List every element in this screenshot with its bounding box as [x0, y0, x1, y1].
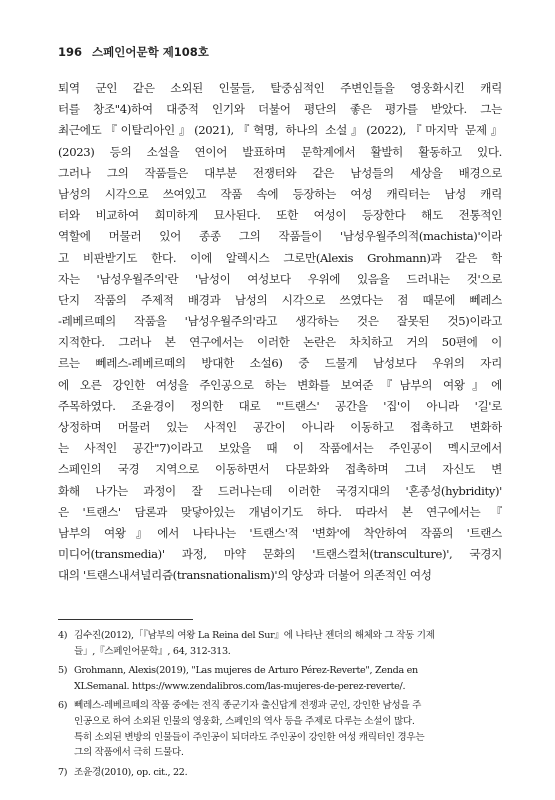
footnote	[58, 663, 502, 694]
footnote-number: 4)	[58, 630, 68, 641]
body-line: (2023) 등의 소설을 연이어 발표하며 문학계에서 활발히 활동하고 있다.	[58, 144, 502, 159]
body-line: 터와 비교하여 희미하게 묘사된다. 또한 여성이 등장한다 해도 전통적인	[58, 208, 502, 223]
footnote-line: XLSemanal. https://www.zendalibros.com/las-mujeres-de-perez-reverte/.	[74, 680, 406, 692]
body-line: 남성의 시각으로 쓰여있고 작품 속에 등장하는 여성 캐릭터는 남성 캐릭	[58, 186, 502, 201]
body-line: 자는 '남성우월주의'란 '남성이 여성보다 우위에 있음을 드러내는 것'으로	[58, 271, 502, 286]
footnote-line: 뻬레스-레베르떼의 작품 중에는 전직 종군기자 출신답게 전쟁과 군인, 강인한 남성을 주	[74, 700, 422, 712]
body-line: 르는 뻬레스-레베르떼의 방대한 소설6) 중 드물게 남성보다 우위의 자리	[58, 356, 502, 371]
footnote-divider	[58, 619, 193, 620]
footnote-line: 인공으로 하여 소외된 인물의 영웅화, 스페인의 역사 등을 주제로 다루는 소설이 많다.	[74, 715, 415, 727]
body-line: 그러나 그의 작품들은 대부분 전쟁터와 같은 남성들의 세상을 배경으로	[58, 165, 502, 180]
body-line: -레베르떼의 작품을 '남성우월주의'라고 생각하는 것은 잘못된 것5)이라고	[58, 314, 502, 329]
body-line: 퇴역 군인 같은 소외된 인물들, 탈중심적인 주변인들을 영웅화시킨 캐릭	[58, 81, 502, 95]
body-line: 남부의 여왕』에서 나타나는 '트랜스'적 '변화'에 착안하여 작품의 '트랜스	[58, 525, 502, 540]
body-line: 대의 '트랜스내셔널리즘(transnationalism)'의 양상과 더불어 의존적인 여성	[58, 568, 432, 583]
footnote-line: 그의 작품에서 극히 드물다.	[74, 747, 184, 759]
body-line: 화해 나가는 과정이 잘 드러나는데 이러한 국경지대의 '혼종성(hybridity)'	[58, 483, 502, 498]
body-line: 스페인의 국경 지역으로 이동하면서 다문화와 접촉하며 그녀 자신도 변	[58, 462, 502, 477]
body-line: 주목하였다. 조윤경이 정의한 대로 "'트랜스' 공간을 '집'이 아니라 '길'로	[58, 398, 502, 413]
body-line: 터를 창조"4)하여 대중적 인기와 더불어 평단의 좋은 평가를 받았다. 그는	[58, 102, 502, 117]
body-line: 상정하며 머물러 있는 사적인 공간이 아니라 이동하고 접촉하고 변화하	[58, 420, 502, 434]
footnotes	[58, 628, 502, 784]
body-line: 은 '트랜스' 담론과 맞닿아있는 개념이기도 하다. 따라서 본 연구에서는『	[58, 504, 502, 519]
body-line: 미디어(transmedia)' 과정, 마약 문화의 '트랜스컬처(transculture)', 국경지	[58, 547, 502, 562]
footnote	[58, 698, 502, 760]
body-text	[58, 78, 502, 587]
footnote	[58, 628, 502, 659]
body-line: 역할에 머물러 있어 종종 그의 작품들이 '남성우월주의적(machista)'이라	[58, 229, 502, 244]
page-number: 196	[58, 45, 83, 59]
journal-title: 스페인어문학 제108호	[92, 45, 209, 59]
footnote-number: 5)	[58, 665, 68, 677]
body-line: 는 사적인 공간"7)이라고 보았을 때 이 작품에서는 주인공이 멕시코에서	[58, 441, 502, 456]
footnote-line: 들」,『스페인어문학』, 64, 312-313.	[74, 645, 231, 657]
body-line: 단지 작품의 주제적 배경과 남성의 시각으로 쓰였다는 점 때문에 뻬레스	[58, 292, 502, 307]
body-line: 최근에도『이탈리아인』(2021),『혁명, 하나의 소설』(2022),『마지막 문제』	[58, 123, 502, 138]
footnote-line: 특히 소외된 변방의 인물들이 주인공이 되더라도 주인공이 강인한 여성 캐릭터인 경우는	[74, 731, 425, 743]
footnote-number: 7)	[58, 766, 68, 778]
running-header	[58, 44, 209, 60]
footnote-number: 6)	[58, 700, 68, 712]
body-line: 지적한다. 그러나 본 연구에서는 이러한 논란은 차치하고 거의 50편에 이	[58, 335, 502, 350]
body-line: 에 오른 강인한 여성을 주인공으로 하는 변화를 보여준『남부의 여왕』에	[58, 377, 502, 392]
footnote-line: 조윤경(2010), op. cit., 22.	[74, 766, 188, 778]
body-line: 고 비판받기도 한다. 이에 알렉시스 그로만(Alexis Grohmann)과 같은 학	[58, 250, 502, 265]
footnote	[58, 765, 502, 781]
footnote-line: Grohmann, Alexis(2019), "Las mujeres de Arturo Pérez-Reverte", Zenda en	[74, 665, 418, 677]
footnote-line: 김수진(2012),「『남부의 여왕 La Reina del Sur』에 나타난 젠더의 해체와 그 작동 기제	[74, 630, 435, 641]
